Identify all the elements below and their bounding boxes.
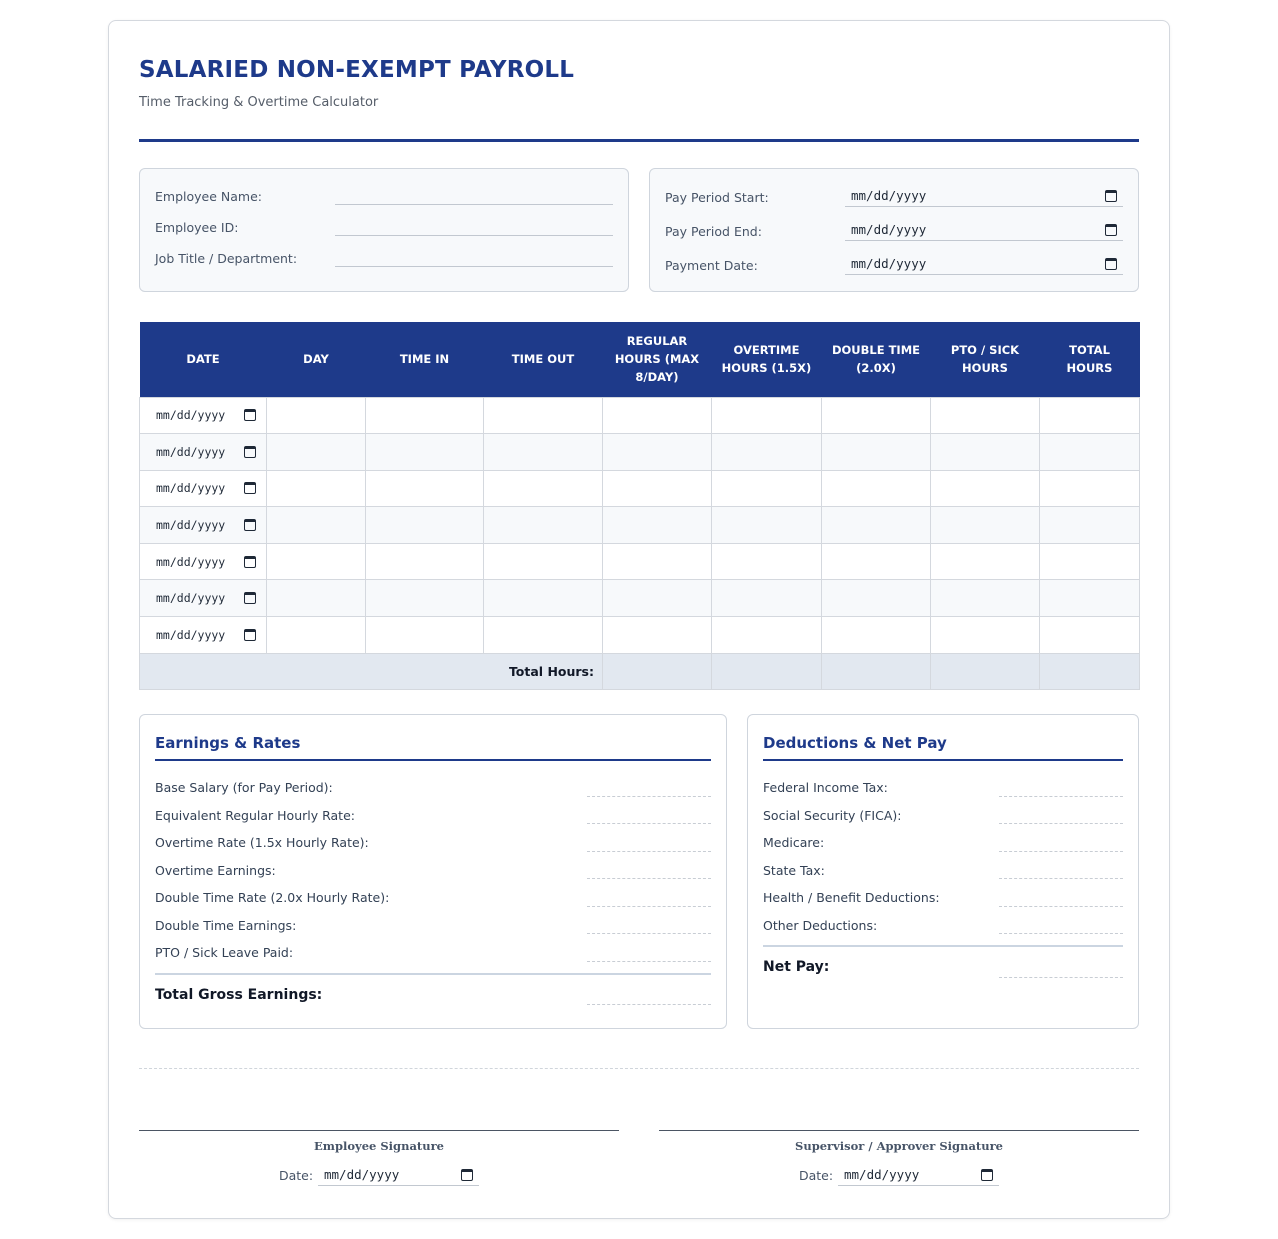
time-out-cell[interactable] bbox=[484, 507, 603, 544]
pto-sick-cell[interactable] bbox=[931, 397, 1040, 434]
time-out-cell[interactable] bbox=[484, 470, 603, 507]
total-hours-row bbox=[140, 653, 1140, 689]
col-header-time-in: TIME IN bbox=[366, 322, 484, 397]
double-time-cell[interactable] bbox=[822, 543, 931, 580]
overtime-hours-cell[interactable] bbox=[712, 397, 822, 434]
calendar-icon[interactable] bbox=[1105, 224, 1117, 236]
date-cell[interactable] bbox=[140, 543, 267, 580]
date-cell[interactable] bbox=[140, 434, 267, 471]
table-row bbox=[140, 617, 1140, 654]
pto-sick-cell[interactable] bbox=[931, 434, 1040, 471]
benefit-deductions-label: Health / Benefit Deductions: bbox=[763, 890, 940, 905]
calendar-icon[interactable] bbox=[244, 409, 256, 421]
total-gross-earnings-field[interactable] bbox=[587, 1004, 711, 1005]
federal-tax-label: Federal Income Tax: bbox=[763, 780, 888, 795]
page-title: SALARIED NON-EXEMPT PAYROLL bbox=[139, 57, 575, 83]
table-row bbox=[140, 580, 1140, 617]
time-in-cell[interactable] bbox=[366, 617, 484, 654]
timesheet-header-row bbox=[140, 322, 1140, 397]
timesheet-table bbox=[139, 322, 1140, 690]
employee-name-label: Employee Name: bbox=[155, 189, 262, 204]
pto-sick-cell[interactable] bbox=[931, 580, 1040, 617]
date-placeholder: mm/dd/yyyy bbox=[851, 222, 927, 237]
calendar-icon[interactable] bbox=[981, 1169, 993, 1181]
social-security-label: Social Security (FICA): bbox=[763, 808, 902, 823]
deductions-title: Deductions & Net Pay bbox=[763, 734, 947, 752]
base-salary-label: Base Salary (for Pay Period): bbox=[155, 780, 333, 795]
date-placeholder: mm/dd/yyyy bbox=[156, 408, 226, 423]
date-placeholder: mm/dd/yyyy bbox=[156, 627, 226, 642]
date-cell[interactable] bbox=[140, 507, 267, 544]
time-in-cell[interactable] bbox=[366, 397, 484, 434]
earnings-divider bbox=[155, 973, 711, 975]
net-pay-label: Net Pay: bbox=[763, 959, 830, 975]
calendar-icon[interactable] bbox=[1105, 190, 1117, 202]
day-cell[interactable] bbox=[267, 507, 366, 544]
date-cell[interactable] bbox=[140, 617, 267, 654]
pay-period-start-label: Pay Period Start: bbox=[665, 190, 769, 205]
total-hours-cell[interactable] bbox=[1040, 470, 1140, 507]
earnings-panel bbox=[139, 714, 727, 1029]
time-in-cell[interactable] bbox=[366, 507, 484, 544]
col-header-double-time: DOUBLE TIME (2.0X) bbox=[822, 322, 931, 397]
date-placeholder: mm/dd/yyyy bbox=[156, 481, 226, 496]
overtime-hours-cell[interactable] bbox=[712, 470, 822, 507]
deductions-title-rule bbox=[763, 759, 1123, 761]
supervisor-signature-line[interactable] bbox=[659, 1130, 1139, 1131]
day-cell[interactable] bbox=[267, 434, 366, 471]
signature-section-divider bbox=[139, 1068, 1139, 1069]
earnings-title: Earnings & Rates bbox=[155, 734, 301, 752]
employee-date-label: Date: bbox=[279, 1168, 314, 1183]
supervisor-signature-label: Supervisor / Approver Signature bbox=[795, 1139, 1003, 1153]
total-hours-cell[interactable] bbox=[1040, 617, 1140, 654]
double-time-rate-label: Double Time Rate (2.0x Hourly Rate): bbox=[155, 890, 390, 905]
double-time-cell[interactable] bbox=[822, 617, 931, 654]
col-header-regular-hours: REGULAR HOURS (MAX 8/DAY) bbox=[603, 322, 712, 397]
day-cell[interactable] bbox=[267, 580, 366, 617]
hourly-rate-field[interactable] bbox=[587, 823, 711, 824]
time-out-cell[interactable] bbox=[484, 580, 603, 617]
total-hours-cell[interactable] bbox=[1040, 434, 1140, 471]
pto-sick-cell[interactable] bbox=[931, 470, 1040, 507]
deductions-divider bbox=[763, 945, 1123, 947]
time-out-cell[interactable] bbox=[484, 617, 603, 654]
date-placeholder: mm/dd/yyyy bbox=[156, 554, 226, 569]
earnings-title-rule bbox=[155, 759, 711, 761]
total-double-time-cell[interactable] bbox=[822, 653, 931, 689]
overtime-earnings-label: Overtime Earnings: bbox=[155, 863, 276, 878]
overtime-rate-field[interactable] bbox=[587, 851, 711, 852]
table-row bbox=[140, 507, 1140, 544]
medicare-field[interactable] bbox=[999, 851, 1123, 852]
calendar-icon[interactable] bbox=[244, 482, 256, 494]
employee-info-box bbox=[139, 168, 629, 292]
double-time-earnings-label: Double Time Earnings: bbox=[155, 918, 297, 933]
total-pto-sick-cell[interactable] bbox=[931, 653, 1040, 689]
double-time-cell[interactable] bbox=[822, 470, 931, 507]
employee-signature-line[interactable] bbox=[139, 1130, 619, 1131]
overtime-hours-cell[interactable] bbox=[712, 543, 822, 580]
calendar-icon[interactable] bbox=[244, 556, 256, 568]
col-header-time-out: TIME OUT bbox=[484, 322, 603, 397]
regular-hours-cell[interactable] bbox=[603, 470, 712, 507]
double-time-cell[interactable] bbox=[822, 507, 931, 544]
day-cell[interactable] bbox=[267, 617, 366, 654]
time-in-cell[interactable] bbox=[366, 543, 484, 580]
regular-hours-cell[interactable] bbox=[603, 543, 712, 580]
benefit-deductions-field[interactable] bbox=[999, 906, 1123, 907]
total-gross-earnings-label: Total Gross Earnings: bbox=[155, 987, 323, 1003]
deductions-panel bbox=[747, 714, 1139, 1029]
total-hours-label: Total Hours: bbox=[140, 653, 603, 689]
regular-hours-cell[interactable] bbox=[603, 397, 712, 434]
time-out-cell[interactable] bbox=[484, 434, 603, 471]
regular-hours-cell[interactable] bbox=[603, 580, 712, 617]
time-out-cell[interactable] bbox=[484, 397, 603, 434]
overtime-hours-cell[interactable] bbox=[712, 617, 822, 654]
date-cell[interactable] bbox=[140, 580, 267, 617]
total-regular-hours-cell[interactable] bbox=[603, 653, 712, 689]
double-time-cell[interactable] bbox=[822, 580, 931, 617]
time-in-cell[interactable] bbox=[366, 470, 484, 507]
employee-id-field[interactable] bbox=[335, 235, 613, 236]
regular-hours-cell[interactable] bbox=[603, 434, 712, 471]
date-placeholder: mm/dd/yyyy bbox=[844, 1167, 920, 1182]
page-subtitle: Time Tracking & Overtime Calculator bbox=[139, 95, 379, 110]
date-cell[interactable] bbox=[140, 397, 267, 434]
state-tax-label: State Tax: bbox=[763, 863, 825, 878]
col-header-date: DATE bbox=[140, 322, 267, 397]
time-out-cell[interactable] bbox=[484, 543, 603, 580]
other-deductions-field[interactable] bbox=[999, 933, 1123, 934]
calendar-icon[interactable] bbox=[244, 592, 256, 604]
payment-date-input[interactable] bbox=[845, 253, 1123, 275]
grand-total-hours-cell[interactable] bbox=[1040, 653, 1140, 689]
col-header-pto-sick: PTO / SICK HOURS bbox=[931, 322, 1040, 397]
date-placeholder: mm/dd/yyyy bbox=[156, 518, 226, 533]
date-placeholder: mm/dd/yyyy bbox=[324, 1167, 400, 1182]
total-hours-cell[interactable] bbox=[1040, 397, 1140, 434]
date-placeholder: mm/dd/yyyy bbox=[156, 591, 226, 606]
employee-signature-label: Employee Signature bbox=[314, 1139, 444, 1153]
overtime-earnings-field[interactable] bbox=[587, 878, 711, 879]
col-header-day: DAY bbox=[267, 322, 366, 397]
table-row bbox=[140, 543, 1140, 580]
job-title-label: Job Title / Department: bbox=[155, 251, 298, 266]
table-row bbox=[140, 470, 1140, 507]
regular-hours-cell[interactable] bbox=[603, 507, 712, 544]
day-cell[interactable] bbox=[267, 470, 366, 507]
overtime-hours-cell[interactable] bbox=[712, 434, 822, 471]
overtime-rate-label: Overtime Rate (1.5x Hourly Rate): bbox=[155, 835, 369, 850]
total-overtime-hours-cell[interactable] bbox=[712, 653, 822, 689]
pto-sick-cell[interactable] bbox=[931, 507, 1040, 544]
table-row bbox=[140, 397, 1140, 434]
overtime-hours-cell[interactable] bbox=[712, 507, 822, 544]
pto-sick-cell[interactable] bbox=[931, 617, 1040, 654]
double-time-earnings-field[interactable] bbox=[587, 933, 711, 934]
payment-date-label: Payment Date: bbox=[665, 258, 758, 273]
pto-paid-field[interactable] bbox=[587, 961, 711, 962]
medicare-label: Medicare: bbox=[763, 835, 825, 850]
day-cell[interactable] bbox=[267, 397, 366, 434]
supervisor-date-label: Date: bbox=[799, 1168, 834, 1183]
federal-tax-field[interactable] bbox=[999, 796, 1123, 797]
base-salary-field[interactable] bbox=[587, 796, 711, 797]
total-hours-cell[interactable] bbox=[1040, 580, 1140, 617]
total-hours-cell[interactable] bbox=[1040, 543, 1140, 580]
state-tax-field[interactable] bbox=[999, 878, 1123, 879]
pay-period-end-label: Pay Period End: bbox=[665, 224, 762, 239]
calendar-icon[interactable] bbox=[244, 629, 256, 641]
date-cell[interactable] bbox=[140, 470, 267, 507]
date-placeholder: mm/dd/yyyy bbox=[156, 444, 226, 459]
hourly-rate-label: Equivalent Regular Hourly Rate: bbox=[155, 808, 355, 823]
time-in-cell[interactable] bbox=[366, 434, 484, 471]
table-row bbox=[140, 434, 1140, 471]
header-divider bbox=[139, 139, 1139, 142]
day-cell[interactable] bbox=[267, 543, 366, 580]
pay-period-box bbox=[649, 168, 1139, 292]
pay-period-end-input[interactable] bbox=[845, 219, 1123, 241]
col-header-total-hours: TOTAL HOURS bbox=[1040, 322, 1140, 397]
employee-id-label: Employee ID: bbox=[155, 220, 239, 235]
calendar-icon[interactable] bbox=[244, 519, 256, 531]
pay-period-start-input[interactable] bbox=[845, 185, 1123, 207]
employee-name-field[interactable] bbox=[335, 204, 613, 205]
date-placeholder: mm/dd/yyyy bbox=[851, 256, 927, 271]
date-placeholder: mm/dd/yyyy bbox=[851, 188, 927, 203]
social-security-field[interactable] bbox=[999, 823, 1123, 824]
overtime-hours-cell[interactable] bbox=[712, 580, 822, 617]
double-time-rate-field[interactable] bbox=[587, 906, 711, 907]
net-pay-field[interactable] bbox=[999, 977, 1123, 978]
calendar-icon[interactable] bbox=[244, 446, 256, 458]
pto-paid-label: PTO / Sick Leave Paid: bbox=[155, 945, 294, 960]
pto-sick-cell[interactable] bbox=[931, 543, 1040, 580]
regular-hours-cell[interactable] bbox=[603, 617, 712, 654]
calendar-icon[interactable] bbox=[461, 1169, 473, 1181]
calendar-icon[interactable] bbox=[1105, 258, 1117, 270]
col-header-overtime-hours: OVERTIME HOURS (1.5X) bbox=[712, 322, 822, 397]
time-in-cell[interactable] bbox=[366, 580, 484, 617]
other-deductions-label: Other Deductions: bbox=[763, 918, 878, 933]
job-title-field[interactable] bbox=[335, 266, 613, 267]
supervisor-signature-date-input[interactable] bbox=[838, 1164, 999, 1186]
double-time-cell[interactable] bbox=[822, 434, 931, 471]
double-time-cell[interactable] bbox=[822, 397, 931, 434]
employee-signature-date-input[interactable] bbox=[318, 1164, 479, 1186]
total-hours-cell[interactable] bbox=[1040, 507, 1140, 544]
